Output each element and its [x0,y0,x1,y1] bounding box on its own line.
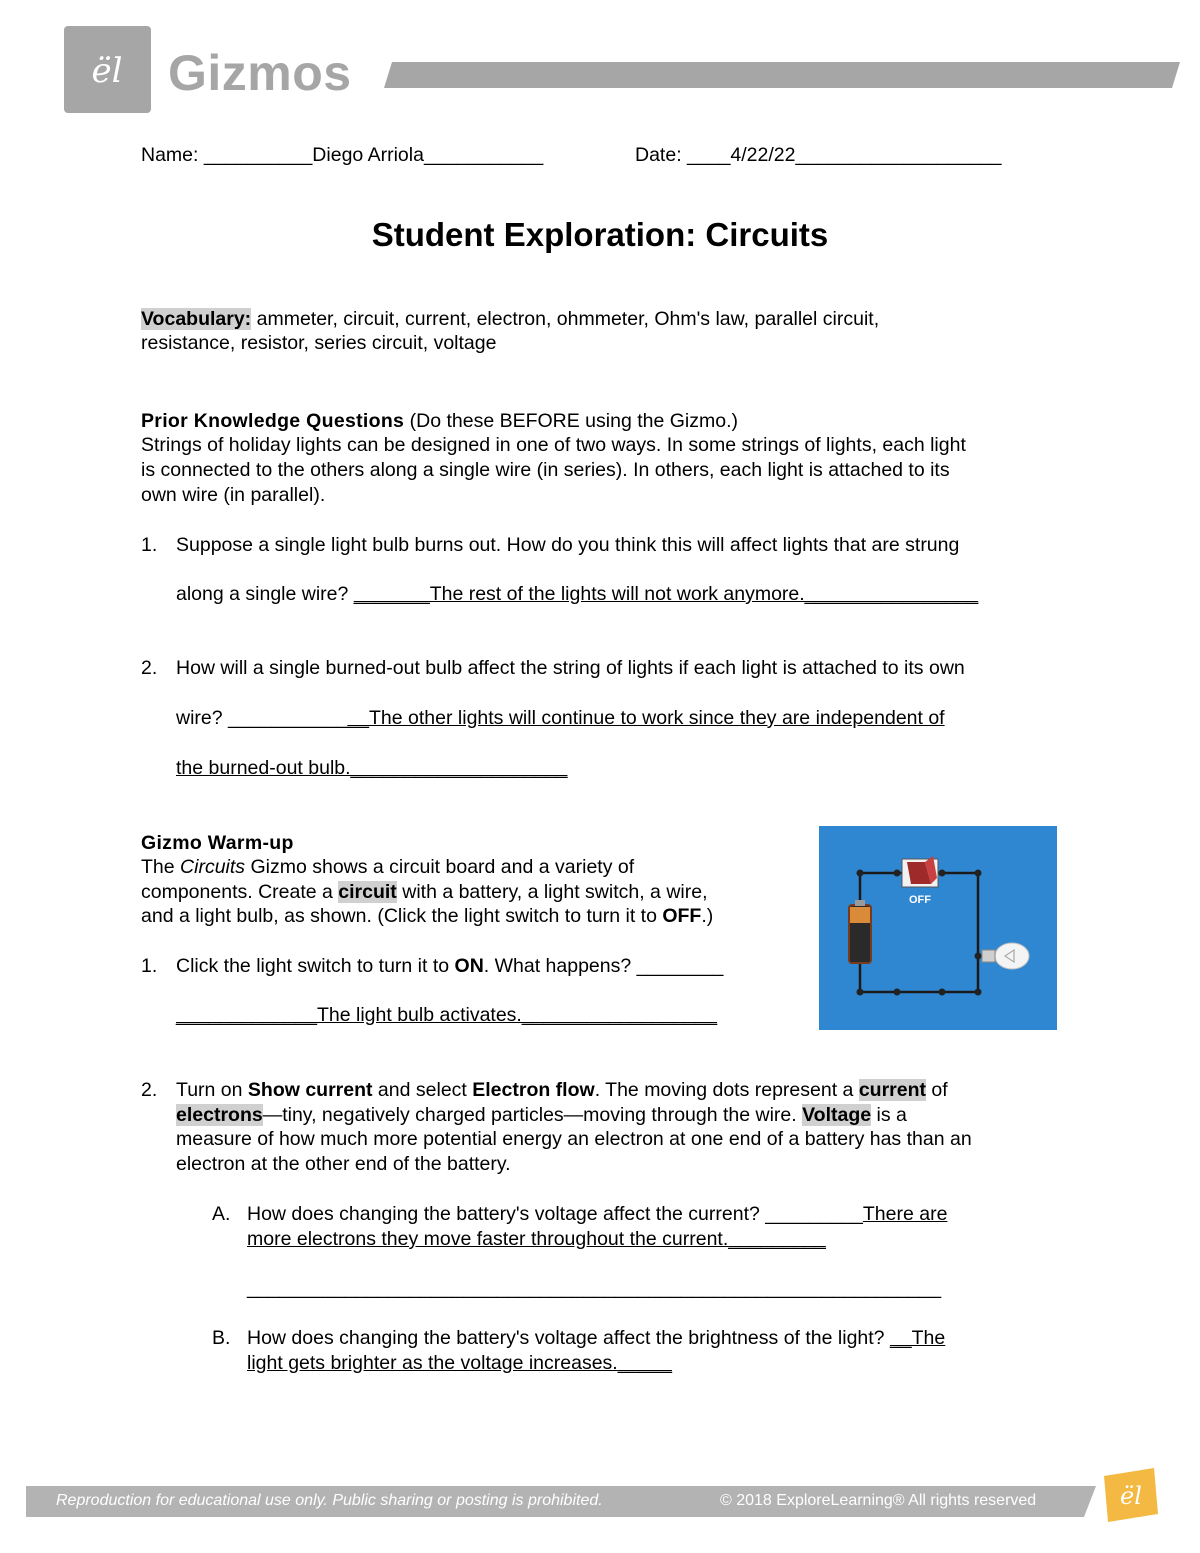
warmup-q2-line-1 [176,1078,948,1103]
prior-intro-line-3: own wire (in parallel). [141,484,326,506]
warmup-q1-text-c: . What happens? ________ [483,955,724,977]
date-label: Date: [635,144,682,166]
q2-current-term: current [858,1079,926,1101]
vocabulary-label: Vocabulary: [141,308,252,330]
part-b-blank-2: _____ [617,1352,672,1374]
part-a-answer-1: There are [862,1203,948,1225]
warmup-q2-number: 2. [141,1079,158,1101]
warmup-q1-number: 1. [141,955,158,977]
light-bulb-icon [982,943,1029,969]
warmup-intro-line-2 [141,880,708,905]
circuit-nodes [857,870,982,996]
q2-text-c: and select [372,1079,473,1101]
svg-text:ël: ël [91,51,123,91]
page-title: Student Exploration: Circuits [371,216,829,253]
gizmos-logo-mark [64,26,151,113]
name-label: Name: [141,144,199,166]
warmup-intro-3a: and a light bulb, as shown. (Click the light switch to turn it to [141,905,663,927]
warmup-q1-text-a: Click the light switch to turn it to [176,955,455,977]
warmup-q1-answer: _____________The light bulb activates.__________________ [176,1004,718,1026]
circuit-wires [860,873,978,992]
warmup-q1-text [176,954,723,979]
warmup-intro-1c: Gizmo shows a circuit board and a variety of [245,856,635,878]
part-a-blank-2: _________ [728,1228,826,1250]
prior-knowledge-heading: Prior Knowledge Questions [141,410,405,432]
part-b-line-2 [247,1351,672,1376]
part-a-line-1 [247,1202,947,1227]
part-b-answer-1: __The [889,1327,946,1349]
prior-q1-text: Suppose a single light bulb burns out. How do you think this will affect lights that are strung [176,534,960,556]
part-a-letter: A. [212,1203,231,1225]
prior-intro-line-1: Strings of holiday lights can be designed in one of two ways. In some strings of lights, each light [141,434,966,456]
part-b-letter: B. [212,1327,231,1349]
vocabulary-line-2: resistance, resistor, series circuit, voltage [141,332,497,354]
name-value: __________Diego Arriola___________ [203,144,544,166]
warmup-intro-1a: The [141,856,181,878]
q2-text-g: of [926,1079,948,1101]
q2-text-l2d: is a [871,1104,907,1126]
explorelearning-logo-icon [1098,1466,1160,1524]
prior-q2-prompt: wire? [176,707,229,729]
warmup-intro-3c: .) [701,905,714,927]
gizmos-logo-text: Gizmos [168,45,352,101]
warmup-intro-3b: OFF [662,905,702,927]
date-value: ____4/22/22___________________ [687,144,1002,166]
part-a-line-3: ________________________________________________________________ [247,1277,942,1299]
el-logo-icon [64,26,151,113]
prior-q1-number: 1. [141,534,158,556]
battery-icon [849,900,871,963]
q2-show-current: Show current [247,1079,373,1101]
part-a-answer-2: more electrons they move faster throughout the current. [247,1228,729,1250]
warmup-intro-2b: circuit [338,881,397,903]
part-b-answer-2: light gets brighter as the voltage increases. [247,1352,618,1374]
warmup-q2-line-4: electron at the other end of the battery. [176,1153,511,1175]
warmup-heading: Gizmo Warm-up [141,832,294,854]
q2-text-e: . The moving dots represent a [594,1079,859,1101]
prior-knowledge-note: (Do these BEFORE using the Gizmo.) [404,410,738,432]
warmup-intro-2c: with a battery, a light switch, a wire, [396,881,708,903]
prior-q2-blank: ___________ [228,707,348,729]
warmup-intro-line-1 [141,855,634,880]
warmup-intro-line-3 [141,904,713,929]
switch-state-label: OFF [909,894,931,906]
prior-q2-answer-line [176,706,945,731]
date-line [635,143,1002,168]
prior-q2-answer-line-2 [176,756,567,781]
q2-text-a: Turn on [176,1079,248,1101]
header-decorative-bar [384,62,1180,88]
warmup-intro-2a: components. Create a [141,881,339,903]
light-switch-icon [902,856,938,887]
vocabulary-line-1 [141,307,879,332]
footer-disclaimer: Reproduction for educational use only. Public sharing or posting is prohibited. [56,1492,603,1509]
prior-knowledge-heading-line [141,409,738,434]
warmup-q2-line-3: measure of how much more potential energy an electron at one end of a battery has than an [176,1128,972,1150]
prior-q1-answer: _______The rest of the lights will not work anymore.________________ [353,583,979,605]
part-b-line-1 [247,1326,945,1351]
part-b-question: How does changing the battery's voltage affect the brightness of the light? [247,1327,890,1349]
q2-electrons-term: electrons [176,1104,263,1126]
prior-q2-answer-cont: the burned-out bulb.____________________ [176,757,568,779]
warmup-q2-line-2 [176,1103,907,1128]
prior-q2-number: 2. [141,657,158,679]
q2-electron-flow: Electron flow [472,1079,595,1101]
part-a-line-2 [247,1227,826,1252]
prior-q2-answer: __The other lights will continue to work since they are independent of [347,707,945,729]
el-footer-logo-icon [1098,1466,1160,1524]
svg-text:ël: ël [1120,1482,1142,1510]
q2-voltage-term: Voltage [802,1104,872,1126]
prior-intro-line-2: is connected to the others along a single wire (in series). In others, each light is attached to its [141,459,950,481]
footer-copyright: © 2018 ExploreLearning® All rights reserved [720,1492,1037,1509]
part-a-question: How does changing the battery's voltage affect the current? _________ [247,1203,863,1225]
q2-text-l2b: —tiny, negatively charged particles—moving through the wire. [262,1104,803,1126]
prior-q1-answer-line [176,582,978,607]
prior-q2-text: How will a single burned-out bulb affect the string of lights if each light is attached to its own [176,657,965,679]
warmup-intro-1b: Circuits [180,856,246,878]
warmup-q1-answer-line [176,1003,717,1028]
vocabulary-terms-1: ammeter, circuit, current, electron, ohmmeter, Ohm's law, parallel circuit, [251,308,880,330]
circuit-diagram [819,826,1057,1030]
warmup-q1-text-b: ON [454,955,484,977]
circuit-gizmo-image [819,826,1057,1030]
prior-q1-prompt: along a single wire? [176,583,354,605]
name-line [141,143,543,168]
